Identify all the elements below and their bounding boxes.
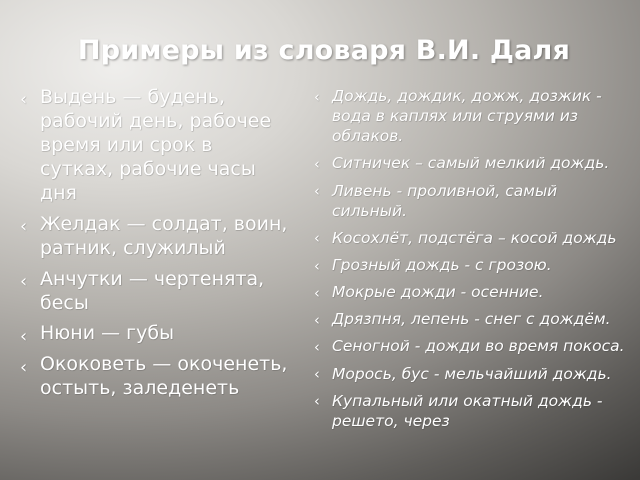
list-item xyxy=(310,86,626,146)
bullet-icon: ‹ xyxy=(314,366,320,384)
list-item-text: Косохлёт, подстёга – косой дождь xyxy=(332,228,617,247)
list-item-text: Ситничек – самый мелкий дождь. xyxy=(332,154,610,173)
list-item xyxy=(310,255,626,275)
bullet-icon: ‹ xyxy=(314,393,320,411)
list-item-text: Дождь, дождик, дожж, дозжик - вода в каплях или струями из облаков. xyxy=(332,87,602,146)
left-column xyxy=(0,86,300,408)
list-item xyxy=(310,181,626,221)
page-title: Примеры из словаря В.И. Даля xyxy=(77,35,571,66)
bullet-icon: ‹ xyxy=(20,270,28,292)
list-item-text: Морось, бус - мельчайший дождь. xyxy=(332,364,612,383)
list-item xyxy=(310,336,626,356)
list-item-text: Мокрые дожди - осенние. xyxy=(332,283,544,302)
list-item-text: Сеногной - дожди во время покоса. xyxy=(332,337,625,356)
list-item-text: Грозный дождь - с грозою. xyxy=(332,255,552,274)
bullet-icon: ‹ xyxy=(20,356,28,378)
bullet-icon: ‹ xyxy=(314,257,320,275)
list-item xyxy=(14,353,290,401)
list-item-text: Нюни — губы xyxy=(40,322,175,345)
right-column xyxy=(300,86,640,438)
list-item xyxy=(14,86,290,206)
list-item xyxy=(14,213,290,261)
bullet-icon: ‹ xyxy=(20,325,28,347)
content-columns xyxy=(0,86,640,480)
bullet-icon: ‹ xyxy=(314,88,320,106)
list-item-text: Ококоветь — окоченеть, остыть, заледенеть xyxy=(40,353,288,400)
bullet-icon: ‹ xyxy=(314,156,320,174)
list-item xyxy=(310,153,626,173)
list-item xyxy=(310,282,626,302)
bullet-icon: ‹ xyxy=(314,339,320,357)
list-item xyxy=(310,391,626,431)
bullet-icon: ‹ xyxy=(314,311,320,329)
bullet-icon: ‹ xyxy=(20,89,28,111)
list-item xyxy=(14,268,290,316)
list-item xyxy=(14,322,290,346)
list-item-text: Желдак — солдат, воин, ратник, служилый xyxy=(40,212,288,259)
bullet-icon: ‹ xyxy=(314,183,320,201)
list-item-text: Выдень — будень, рабочий день, рабочее время или срок в сутках, рабочие часы дня xyxy=(40,86,272,204)
left-bullet-list xyxy=(14,86,290,401)
list-item-text: Анчутки — чертенята, бесы xyxy=(40,267,265,314)
list-item xyxy=(310,228,626,248)
list-item xyxy=(310,309,626,329)
right-bullet-list xyxy=(310,86,626,431)
bullet-icon: ‹ xyxy=(314,284,320,302)
list-item xyxy=(310,364,626,384)
bullet-icon: ‹ xyxy=(20,215,28,237)
bullet-icon: ‹ xyxy=(314,230,320,248)
list-item-text: Дрязпня, лепень - снег с дождём. xyxy=(332,310,611,329)
list-item-text: Купальный или окатный дождь - решето, через xyxy=(332,391,603,430)
list-item-text: Ливень - проливной, самый сильный. xyxy=(332,181,558,220)
